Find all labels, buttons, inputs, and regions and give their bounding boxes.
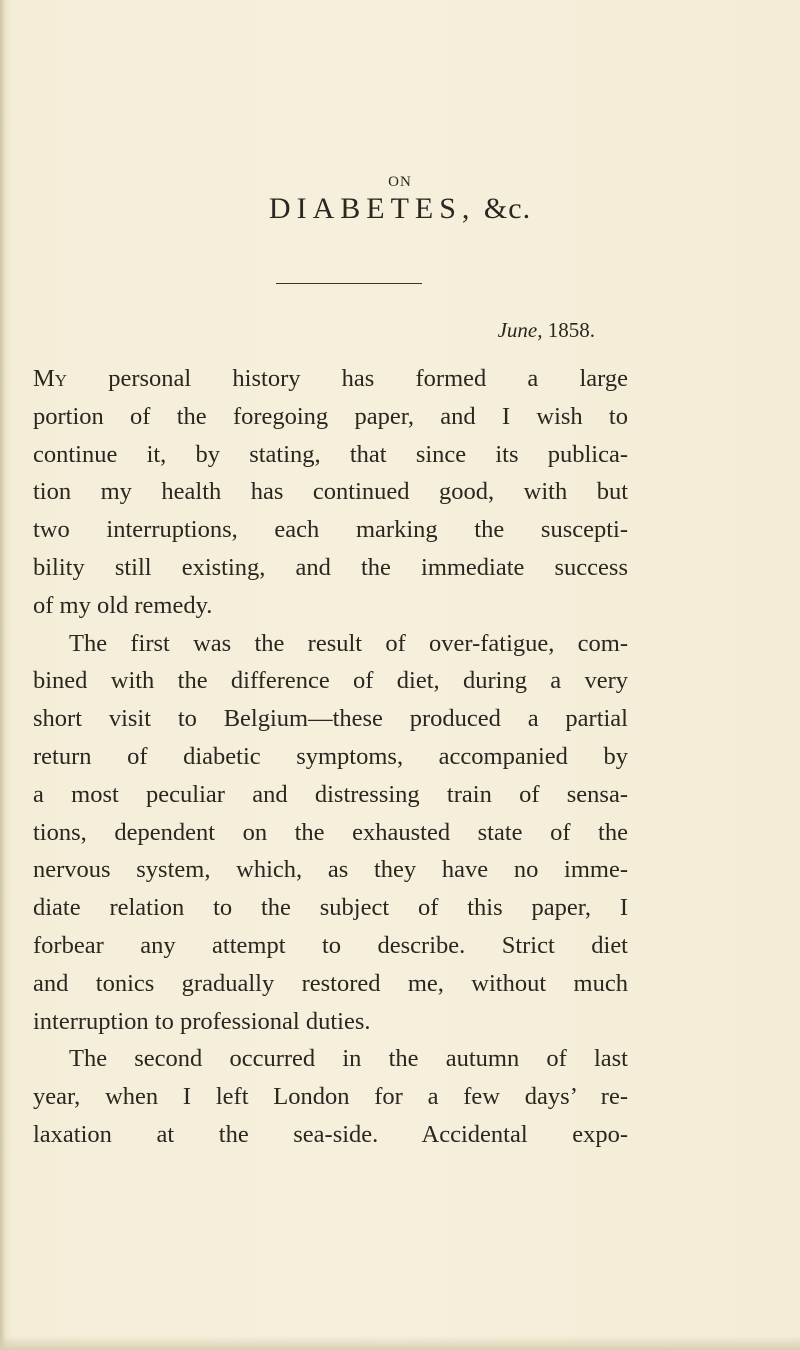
- dateline: [0, 318, 595, 343]
- page-bottom-shadow: [0, 1336, 800, 1350]
- text-line: The second occurred in the autumn of last: [69, 1045, 628, 1073]
- title-main: DIABETES,: [268, 192, 476, 225]
- drop-word: My: [33, 365, 68, 392]
- text-line: portion of the foregoing paper, and I wish to: [33, 402, 628, 430]
- text-line: bility still existing, and the immediate success: [33, 553, 628, 581]
- text-line: a most peculiar and distressing train of sensa-: [33, 780, 628, 808]
- text-line: tion my health has continued good, with but: [33, 478, 628, 506]
- text-line: short visit to Belgium—these produced a partial: [33, 705, 628, 733]
- body-text: [33, 360, 628, 1154]
- text-line: diate relation to the subject of this paper, I: [33, 894, 628, 922]
- text-line: two interruptions, each marking the suscepti-: [33, 516, 628, 544]
- text-line: continue it, by stating, that since its publica-: [33, 440, 628, 468]
- text-line: year, when I left London for a few days’ re-: [33, 1083, 628, 1111]
- title-suffix: &c.: [483, 192, 532, 225]
- text-line: tions, dependent on the exhausted state of the: [33, 818, 628, 846]
- text-line: and tonics gradually restored me, without much: [33, 969, 628, 997]
- text-line: bined with the difference of diet, during a very: [33, 667, 628, 695]
- text-line: of my old remedy.: [33, 591, 213, 619]
- date-year: 1858.: [547, 318, 595, 342]
- text-line: return of diabetic symptoms, accompanied by: [33, 742, 628, 770]
- text-line: nervous system, which, as they have no imme-: [33, 856, 628, 884]
- title-divider: [276, 283, 422, 284]
- date-month: June,: [497, 318, 543, 342]
- text-line: forbear any attempt to describe. Strict diet: [33, 931, 628, 959]
- text-line: interruption to professional duties.: [33, 1007, 371, 1035]
- text-line: The first was the result of over-fatigue, com-: [69, 629, 628, 657]
- text-line: My personal history has formed a large: [33, 365, 628, 392]
- text-line: laxation at the sea-side. Accidental expo-: [33, 1120, 628, 1148]
- page-title: [0, 192, 800, 226]
- pre-title: ON: [388, 174, 412, 190]
